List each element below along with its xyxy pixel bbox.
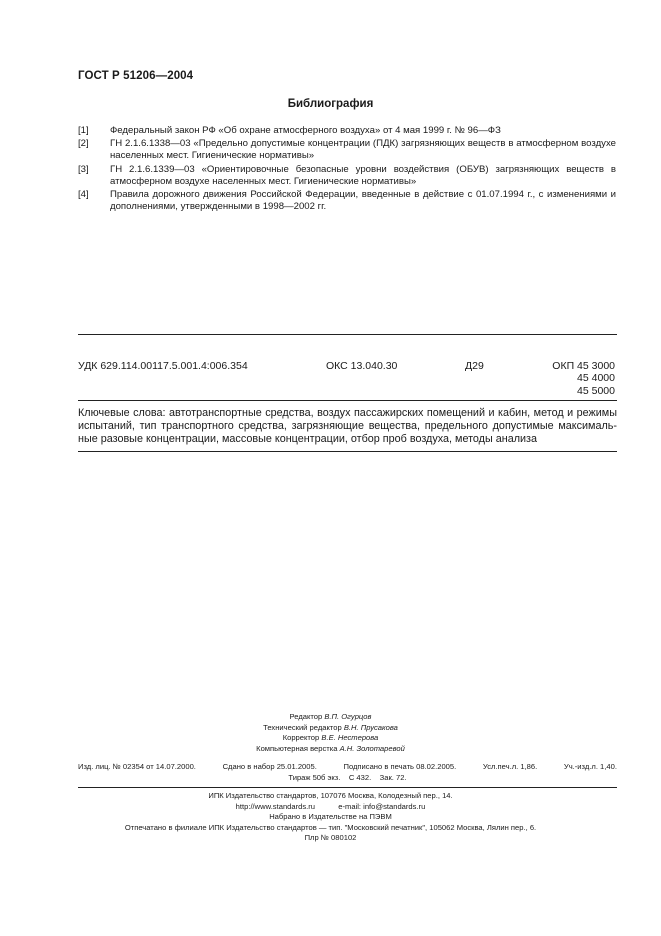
group-code: Д29 <box>465 360 484 372</box>
bibliography-item <box>78 138 616 162</box>
publisher-print-note: Отпечатано в филиале ИПК Издательство стандартов — тип. "Московский печатник", 105062 Москва, Лялин пер., 6. <box>124 822 537 832</box>
bibliography-item-number: [4] <box>78 189 89 201</box>
bibliography-item-text: Федеральный закон РФ «Об охране атмосферного воздуха» от 4 мая 1999 г. № 96—ФЗ <box>110 125 501 136</box>
bibliography-item <box>78 189 616 213</box>
bibliography-item-text: ГН 2.1.6.1339—03 «Ориентировочные безопасные уровни воздействия (ОБУВ) загрязняющих веществ в атмосферном воздухе населенных мест. Гигиенические нормативы» <box>110 163 616 187</box>
bibliography-list <box>78 125 616 214</box>
keywords-divider <box>78 451 617 452</box>
credit-role: Компьютерная верстка <box>256 743 338 753</box>
okp-code-2: 45 4000 <box>577 372 615 385</box>
imprint-edit-sheets: Уч.-изд.л. 1,40. <box>563 762 617 771</box>
publisher-typeset-note: Набрано в Издательстве на ПЭВМ <box>269 812 392 822</box>
udk-code: УДК 629.114.00117.5.001.4:006.354 <box>78 360 248 372</box>
imprint-signed: Подписано в печать 08.02.2005. <box>343 762 457 771</box>
imprint-row-1 <box>78 762 617 773</box>
okp-codes <box>552 360 615 397</box>
publisher-website: http://www.standards.ru <box>235 801 316 811</box>
credit-layout <box>0 744 661 755</box>
imprint-divider <box>78 787 617 788</box>
publisher-license: Плр № 080102 <box>304 833 357 843</box>
credit-role: Корректор <box>282 733 320 743</box>
okp-code-1: ОКП 45 3000 <box>552 360 615 372</box>
credit-editor <box>0 712 661 723</box>
bibliography-item-text: ГН 2.1.6.1338—03 «Предельно допустимые концентрации (ПДК) загрязняющих веществ в атмосферном воздухе населенных мест. Гигиенические нормативы» <box>110 138 616 162</box>
okp-code-3: 45 5000 <box>577 384 615 397</box>
imprint-row-2 <box>78 773 617 784</box>
imprint-block <box>78 762 617 783</box>
bibliography-item <box>78 125 616 137</box>
bibliography-item-number: [2] <box>78 138 89 150</box>
keywords-paragraph: Ключевые слова: автотранспортные средства, воздух пассажирских помещений и кабин, метод и режимы испытаний, тип транспортного средства, загрязняющие вещества, предельного допустимые максималь-ные разовые концентрации, массовые концентрации, отбор проб воздуха, методы анализа <box>78 407 617 446</box>
imprint-print-sheets: Усл.печ.л. 1,86. <box>482 762 538 771</box>
bibliography-item-number: [1] <box>78 125 89 136</box>
credit-tech-editor <box>0 723 661 734</box>
imprint-typeset: Сдано в набор 25.01.2005. <box>222 762 317 771</box>
credits-block <box>0 712 661 754</box>
imprint-run: Тираж 50б экз. <box>288 772 341 782</box>
bibliography-item-text: Правила дорожного движения Российской Федерации, введенные в действие с 01.07.1994 г., с изменениями и дополнениями, утвержденными в 1998—2002 гг. <box>110 189 616 213</box>
oks-code: ОКС 13.040.30 <box>326 360 398 372</box>
standard-header: ГОСТ Р 51206—2004 <box>78 70 194 82</box>
publisher-address: ИПК Издательство стандартов, 107076 Москва, Колодезный пер., 14. <box>208 791 453 800</box>
bibliography-title: Библиография <box>287 98 374 110</box>
publisher-contacts <box>0 802 661 813</box>
credit-name: В.Е. Нестерова <box>321 733 379 743</box>
credit-role: Технический редактор <box>263 722 342 732</box>
imprint-order: Зак. 72. <box>379 772 407 782</box>
imprint-page-count: С 432. <box>348 772 372 782</box>
top-divider <box>78 334 617 335</box>
publisher-block <box>0 791 661 844</box>
imprint-license: Изд. лиц. № 02354 от 14.07.2000. <box>78 762 196 771</box>
credit-name: В.П. Огурцов <box>324 712 372 721</box>
publisher-email: e-mail: info@standards.ru <box>338 801 426 811</box>
bibliography-item <box>78 164 616 188</box>
credit-role: Редактор <box>289 712 323 721</box>
credit-name: А.Н. Золотаревой <box>339 743 405 753</box>
bibliography-item-number: [3] <box>78 163 89 175</box>
credit-proofreader <box>0 733 661 744</box>
middle-divider <box>78 400 617 401</box>
credit-name: В.Н. Прусакова <box>343 722 398 732</box>
